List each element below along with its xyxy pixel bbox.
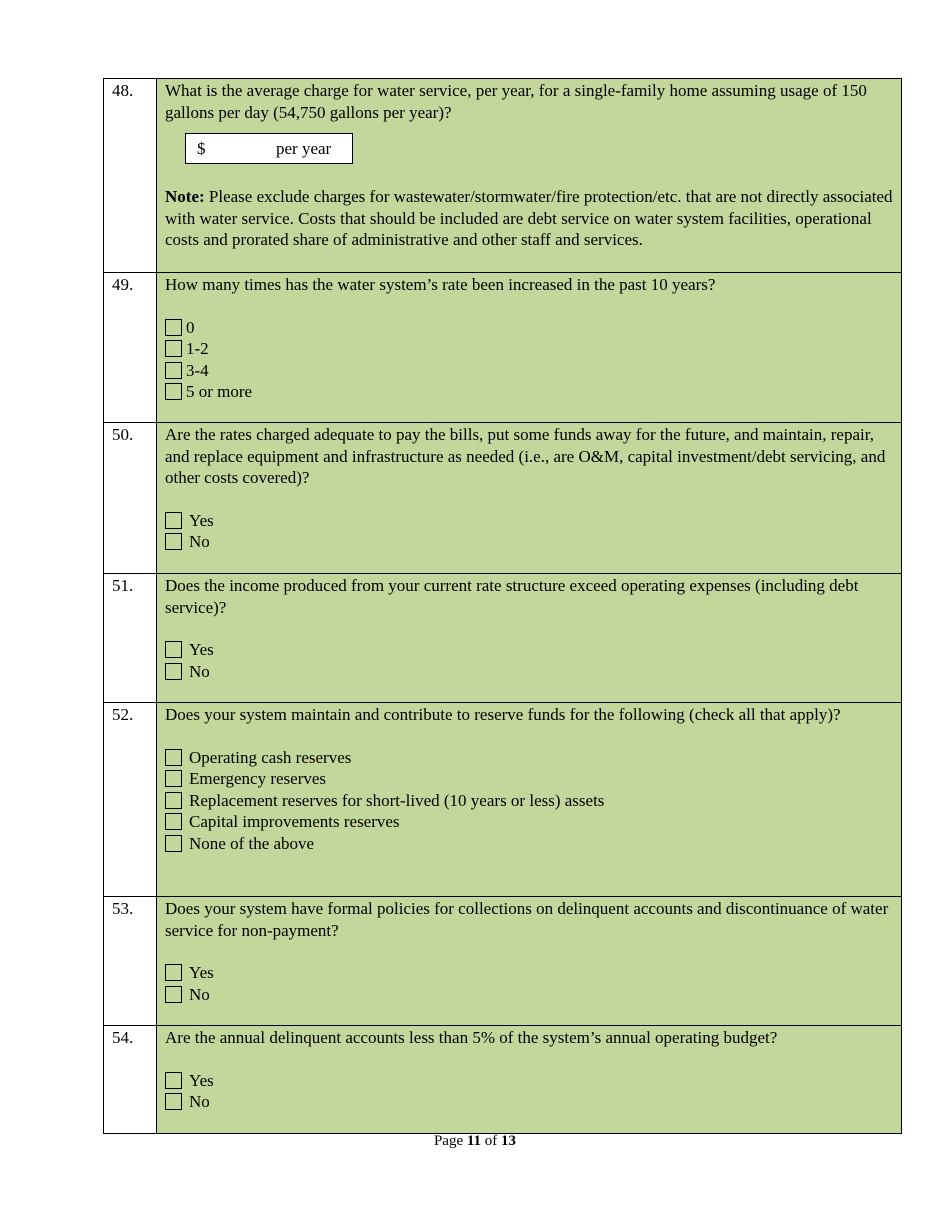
note-label: Note: xyxy=(165,187,205,206)
question-body xyxy=(157,1026,902,1134)
question-row-49 xyxy=(104,273,902,423)
question-note xyxy=(165,186,893,251)
option-label: Replacement reserves for short-lived (10 years or less) assets xyxy=(189,790,605,810)
question-body xyxy=(157,897,902,1026)
checkbox[interactable] xyxy=(165,663,182,680)
question-body xyxy=(157,79,902,273)
question-row-48 xyxy=(104,79,902,273)
question-text: Are the annual delinquent accounts less than 5% of the system’s annual operating budget? xyxy=(165,1028,778,1047)
checkbox[interactable] xyxy=(165,792,182,809)
option-label: Yes xyxy=(189,963,214,982)
checkbox[interactable] xyxy=(165,319,182,336)
questionnaire-table xyxy=(103,78,902,1134)
option-label: 3-4 xyxy=(186,360,209,380)
option-0[interactable] xyxy=(165,317,893,339)
currency-symbol: $ xyxy=(197,138,206,158)
option-label: Operating cash reserves xyxy=(189,747,352,767)
option-yes[interactable] xyxy=(165,510,893,532)
question-number: 53. xyxy=(104,897,157,1026)
checkbox[interactable] xyxy=(165,964,182,981)
option-3-4[interactable] xyxy=(165,360,893,382)
checkbox[interactable] xyxy=(165,749,182,766)
option-capital-improvements-reserves[interactable] xyxy=(165,811,893,833)
question-number: 51. xyxy=(104,574,157,703)
question-number: 54. xyxy=(104,1026,157,1134)
question-row-52 xyxy=(104,703,902,897)
checkbox[interactable] xyxy=(165,986,182,1003)
checkbox[interactable] xyxy=(165,813,182,830)
option-label: 5 or more xyxy=(186,382,253,401)
option-label: Capital improvements reserves xyxy=(189,812,400,831)
checkbox[interactable] xyxy=(165,641,182,658)
question-text: How many times has the water system’s rate been increased in the past 10 years? xyxy=(165,275,716,294)
checkbox[interactable] xyxy=(165,362,182,379)
question-body xyxy=(157,574,902,703)
option-yes[interactable] xyxy=(165,639,893,661)
option-label: None of the above xyxy=(189,833,315,853)
question-number: 50. xyxy=(104,423,157,574)
option-yes[interactable] xyxy=(165,962,893,984)
question-row-54 xyxy=(104,1026,902,1134)
option-no[interactable] xyxy=(165,661,893,683)
option-label: Emergency reserves xyxy=(189,769,327,788)
option-no[interactable] xyxy=(165,531,893,553)
option-label: Yes xyxy=(189,640,214,659)
option-emergency-reserves[interactable] xyxy=(165,768,893,790)
question-text: Does your system have formal policies for collections on delinquent accounts and discontinuance of water service for non-payment? xyxy=(165,899,889,940)
question-row-51 xyxy=(104,574,902,703)
question-row-53 xyxy=(104,897,902,1026)
question-number: 48. xyxy=(104,79,157,273)
option-label: Yes xyxy=(189,510,214,530)
question-body xyxy=(157,423,902,574)
option-label: 1-2 xyxy=(186,339,209,358)
page-word: Page xyxy=(433,1133,464,1149)
checkbox[interactable] xyxy=(165,533,182,550)
of-word: of xyxy=(484,1133,498,1149)
total-pages: 13 xyxy=(501,1133,517,1149)
option-label: Yes xyxy=(189,1070,214,1090)
question-text: What is the average charge for water service, per year, for a single-family home assuming usage of 150 gallons per day (54,750 gallons per year)? xyxy=(165,81,867,122)
annual-charge-input[interactable] xyxy=(185,133,353,164)
question-body xyxy=(157,273,902,423)
question-text: Does your system maintain and contribute to reserve funds for the following (check all that apply)? xyxy=(165,705,841,724)
question-body xyxy=(157,703,902,897)
question-number: 52. xyxy=(104,703,157,897)
page-footer xyxy=(0,1133,950,1150)
option-yes[interactable] xyxy=(165,1070,893,1092)
checkbox[interactable] xyxy=(165,340,182,357)
option-none-of-the-above[interactable] xyxy=(165,833,893,855)
checkbox[interactable] xyxy=(165,835,182,852)
question-text: Does the income produced from your current rate structure exceed operating expenses (including debt service)? xyxy=(165,576,859,617)
checkbox[interactable] xyxy=(165,512,182,529)
option-no[interactable] xyxy=(165,1091,893,1113)
question-text: Are the rates charged adequate to pay the bills, put some funds away for the future, and maintain, repair, and replace equipment and infrastructure as needed (i.e., are O&M, capital investment/debt servicing, and other costs covered)? xyxy=(165,425,886,487)
option-label: No xyxy=(189,661,210,681)
checkbox[interactable] xyxy=(165,1072,182,1089)
option-replacement-reserves[interactable] xyxy=(165,790,893,812)
option-operating-cash-reserves[interactable] xyxy=(165,747,893,769)
option-5-or-more[interactable] xyxy=(165,381,893,403)
unit-label: per year xyxy=(276,138,332,158)
note-text: Please exclude charges for wastewater/stormwater/fire protection/etc. that are not directly associated with water service. Costs that should be included are debt service on water system facilities, operational costs and prorated share of administrative and other staff and services. xyxy=(165,187,893,249)
checkbox[interactable] xyxy=(165,770,182,787)
current-page: 11 xyxy=(466,1133,482,1149)
question-row-50 xyxy=(104,423,902,574)
question-number: 49. xyxy=(104,273,157,423)
option-no[interactable] xyxy=(165,984,893,1006)
checkbox[interactable] xyxy=(165,383,182,400)
option-label: No xyxy=(189,984,210,1004)
checkbox[interactable] xyxy=(165,1093,182,1110)
option-1-2[interactable] xyxy=(165,338,893,360)
option-label: 0 xyxy=(186,317,195,337)
option-label: No xyxy=(189,532,210,551)
option-label: No xyxy=(189,1092,210,1111)
